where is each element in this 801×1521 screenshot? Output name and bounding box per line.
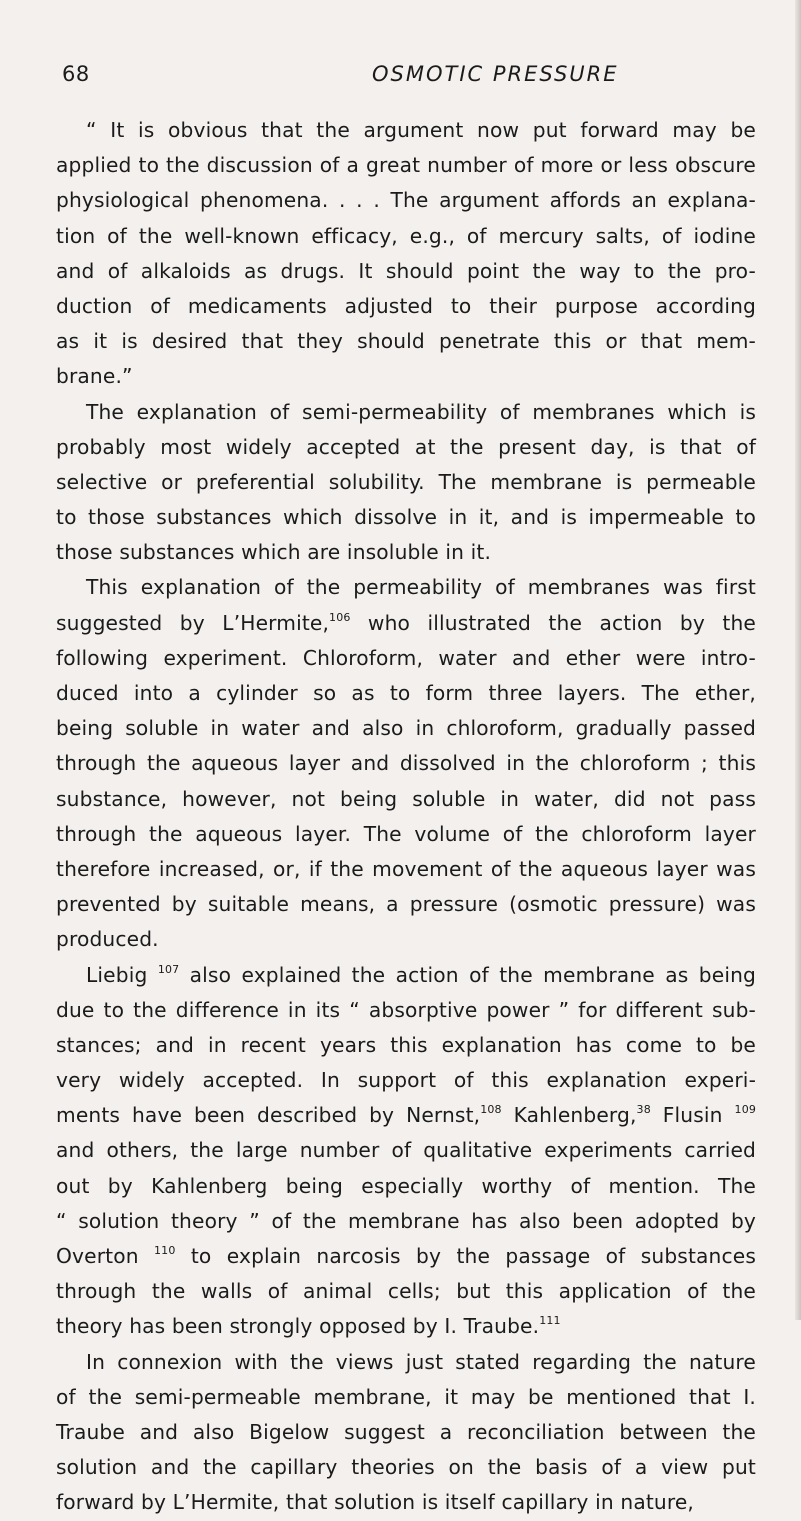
text-segment: substance, however, not being soluble in water, did not pass [56,786,756,811]
text-segment: selective or preferential solubility. The membrane is permeable [56,469,756,494]
running-title: OSMOTIC PRESSURE [372,62,619,86]
text-line [56,1485,756,1520]
text-segment: those substances which are insoluble in it. [56,540,492,565]
text-line [56,1239,756,1274]
text-line [56,922,756,957]
text-segment: “ solution theory ” of the membrane has also been adopted by [56,1208,756,1233]
text-segment: to those substances which dissolve in it, and is impermeable to [56,505,756,530]
text-line [56,1450,756,1485]
text-line [56,359,756,394]
paragraph-first-line [56,958,756,993]
text-segment: following experiment. Chloroform, water and ether were intro- [56,645,756,670]
text-line [56,887,756,922]
text-segment: to explain narcosis by the passage of substances [175,1244,756,1268]
paragraph-first-line [56,570,756,605]
body-text [56,113,756,1521]
text-line [56,1274,756,1309]
text-segment: produced. [56,927,159,952]
footnote-reference: 111 [539,1314,561,1328]
text-segment: applied to the discussion of a great number of more or less obscure [56,153,756,178]
page-edge-shadow [795,0,801,1320]
text-line [56,289,756,324]
text-segment: who illustrated the action by the [350,610,756,635]
text-segment: “ It is obvious that the argument now put forward may be [86,118,756,142]
text-line [56,676,756,711]
text-line [56,1380,756,1415]
text-line [56,1133,756,1168]
paragraph-first-line [56,1345,756,1380]
text-segment: theory has been strongly opposed by I. Traube. [56,1314,540,1339]
text-segment: stances; and in recent years this explanation has come to be [56,1032,756,1057]
text-segment: due to the difference in its “ absorptive power ” for different sub- [56,997,756,1022]
text-segment: ments have been described by Nernst, [56,1103,481,1128]
text-segment: Kahlenberg, [501,1103,637,1128]
text-line [56,430,756,465]
text-segment: through the aqueous layer. The volume of the chloroform layer [56,821,756,846]
text-line [56,324,756,359]
text-segment: and of alkaloids as drugs. It should point the way to the pro- [56,258,756,283]
footnote-reference: 108 [480,1103,502,1117]
text-segment: and others, the large number of qualitative experiments carried [56,1138,756,1163]
footnote-reference: 109 [734,1103,756,1117]
text-segment: forward by L’Hermite, that solution is itself capillary in nature, [56,1490,694,1515]
text-segment: very widely accepted. In support of this explanation experi- [56,1068,756,1093]
text-segment: through the walls of animal cells; but this application of the [56,1279,756,1304]
page-header [62,62,762,96]
text-segment: duction of medicaments adjusted to their purpose according [56,293,756,318]
text-segment: probably most widely accepted at the present day, is that of [56,434,756,459]
text-line [56,852,756,887]
text-line [56,500,756,535]
footnote-reference: 38 [636,1103,651,1117]
text-line [56,183,756,218]
footnote-reference: 106 [329,610,351,624]
text-segment: In connexion with the views just stated regarding the nature [86,1349,756,1374]
text-segment: physiological phenomena. . . . The argument affords an explana- [56,188,756,213]
text-line [56,1169,756,1204]
text-segment: tion of the well-known efficacy, e.g., of mercury salts, of iodine [56,223,756,248]
text-line [56,1098,756,1133]
text-segment: prevented by suitable means, a pressure (osmotic pressure) was [56,892,756,917]
text-line [56,1309,756,1344]
text-segment: out by Kahlenberg being especially worthy of mention. The [56,1173,756,1198]
text-segment: suggested by L’Hermite, [56,610,330,635]
paragraph-first-line [56,395,756,430]
text-line [56,782,756,817]
text-segment: brane.” [56,364,133,389]
text-segment: Liebig [86,962,158,987]
text-segment: The explanation of semi-permeability of membranes which is [86,399,756,424]
text-line [56,817,756,852]
footnote-reference: 110 [154,1244,176,1257]
text-line [56,465,756,500]
text-segment: Flusin [650,1103,735,1128]
text-line [56,219,756,254]
text-segment: as it is desired that they should penetrate this or that mem- [56,329,756,354]
text-line [56,148,756,183]
text-line [56,1063,756,1098]
text-line [56,711,756,746]
text-segment: therefore increased, or, if the movement of the aqueous layer was [56,856,756,881]
text-line [56,1415,756,1450]
text-line [56,254,756,289]
page-number: 68 [62,62,90,86]
text-segment: through the aqueous layer and dissolved in the chloroform ; this [56,751,756,776]
footnote-reference: 107 [157,962,180,976]
text-segment: duced into a cylinder so as to form three layers. The ether, [56,681,756,705]
text-segment: solution and the capillary theories on the basis of a view put [56,1455,756,1480]
text-segment: This explanation of the permeability of membranes was first [86,575,756,600]
text-line [56,993,756,1028]
text-segment: being soluble in water and also in chloroform, gradually passed [56,716,756,741]
text-line [56,1204,756,1239]
text-segment: Traube and also Bigelow suggest a reconciliation between the [56,1419,756,1444]
text-line [56,1028,756,1063]
paragraph-first-line [56,113,756,148]
text-line [56,641,756,676]
text-segment: of the semi-permeable membrane, it may be mentioned that I. [56,1384,756,1409]
text-segment: also explained the action of the membrane as being [179,962,757,987]
text-line [56,606,756,641]
text-segment: Overton [56,1244,155,1268]
text-line [56,746,756,781]
text-line [56,535,756,570]
